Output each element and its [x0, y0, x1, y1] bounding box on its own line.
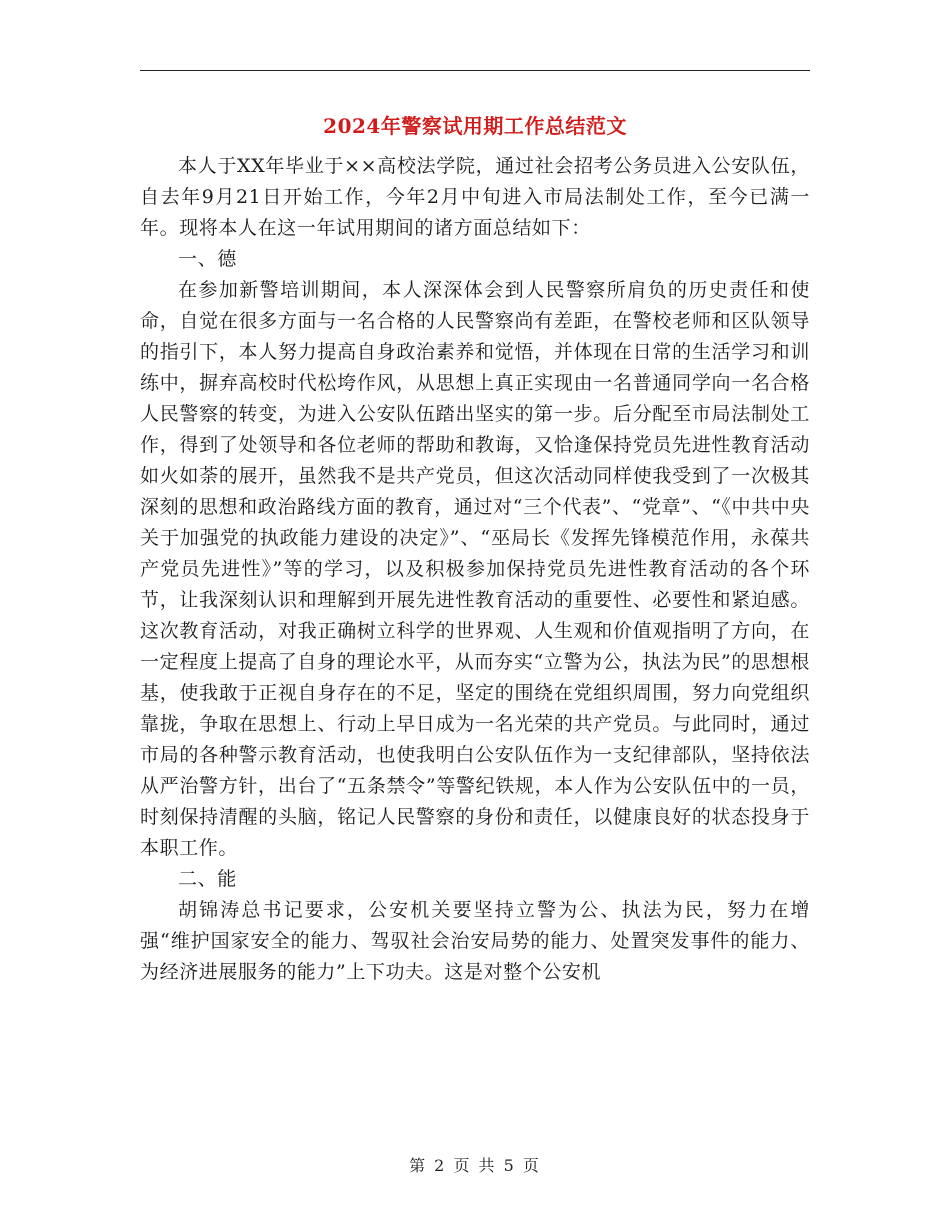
intro-paragraph: 本人于XX年毕业于××高校法学院，通过社会招考公务员进入公安队伍，自去年9月21日开始工作，今年2月中旬进入市局法制处工作，至今已满一年。现将本人在这一年试用期间的诸方面总结如下： — [140, 155, 810, 239]
page-number-footer: 第 2 页 共 5 页 — [409, 1156, 541, 1175]
section-heading-de: 一、德 — [178, 248, 237, 270]
neng-paragraph: 胡锦涛总书记要求，公安机关要坚持立警为公、执法为民，努力在增强“维护国家安全的能力、驾驭社会治安局势的能力、处置突发事件的能力、为经济进展服务的能力”上下功夫。这是对整个公安机 — [140, 899, 810, 983]
document-body — [140, 151, 810, 988]
section-heading-neng: 二、能 — [178, 868, 237, 890]
header-rule — [140, 70, 810, 71]
document-title: 2024年警察试用期工作总结范文 — [323, 114, 627, 138]
de-paragraph: 在参加新警培训期间，本人深深体会到人民警察所肩负的历史责任和使命，自觉在很多方面与一名合格的人民警察尚有差距，在警校老师和区队领导的指引下，本人努力提高自身政治素养和觉悟，并体现在日常的生活学习和训练中，摒弃高校时代松垮作风，从思想上真正实现由一名普通同学向一名合格人民警察的转变，为进入公安队伍踏出坚实的第一步。后分配至市局法制处工作，得到了处领导和各位老师的帮助和教诲，又恰逢保持党员先进性教育活动如火如荼的展开，虽然我不是共产党员，但这次活动同样使我受到了一次极其深刻的思想和政治路线方面的教育，通过对“三个代表”、“党章”、“《中共中央关于加强党的执政能力建设的决定》”、“巫局长《发挥先锋模范作用，永葆共产党员先进性》”等的学习，以及积极参加保持党员先进性教育活动的各个环节，让我深刻认识和理解到开展先进性教育活动的重要性、必要性和紧迫感。这次教育活动，对我正确树立科学的世界观、人生观和价值观指明了方向，在一定程度上提高了自身的理论水平，从而夯实“立警为公，执法为民”的思想根基，使我敢于正视自身存在的不足，坚定的围绕在党组织周围，努力向党组织靠拢，争取在思想上、行动上早日成为一名光荣的共产党员。与此同时，通过市局的各种警示教育活动，也使我明白公安队伍作为一支纪律部队，坚持依法从严治警方针，出台了“五条禁令”等警纪铁规，本人作为公安队伍中的一员，时刻保持清醒的头脑，铭记人民警察的身份和责任，以健康良好的状态投身于本职工作。 — [140, 279, 810, 859]
